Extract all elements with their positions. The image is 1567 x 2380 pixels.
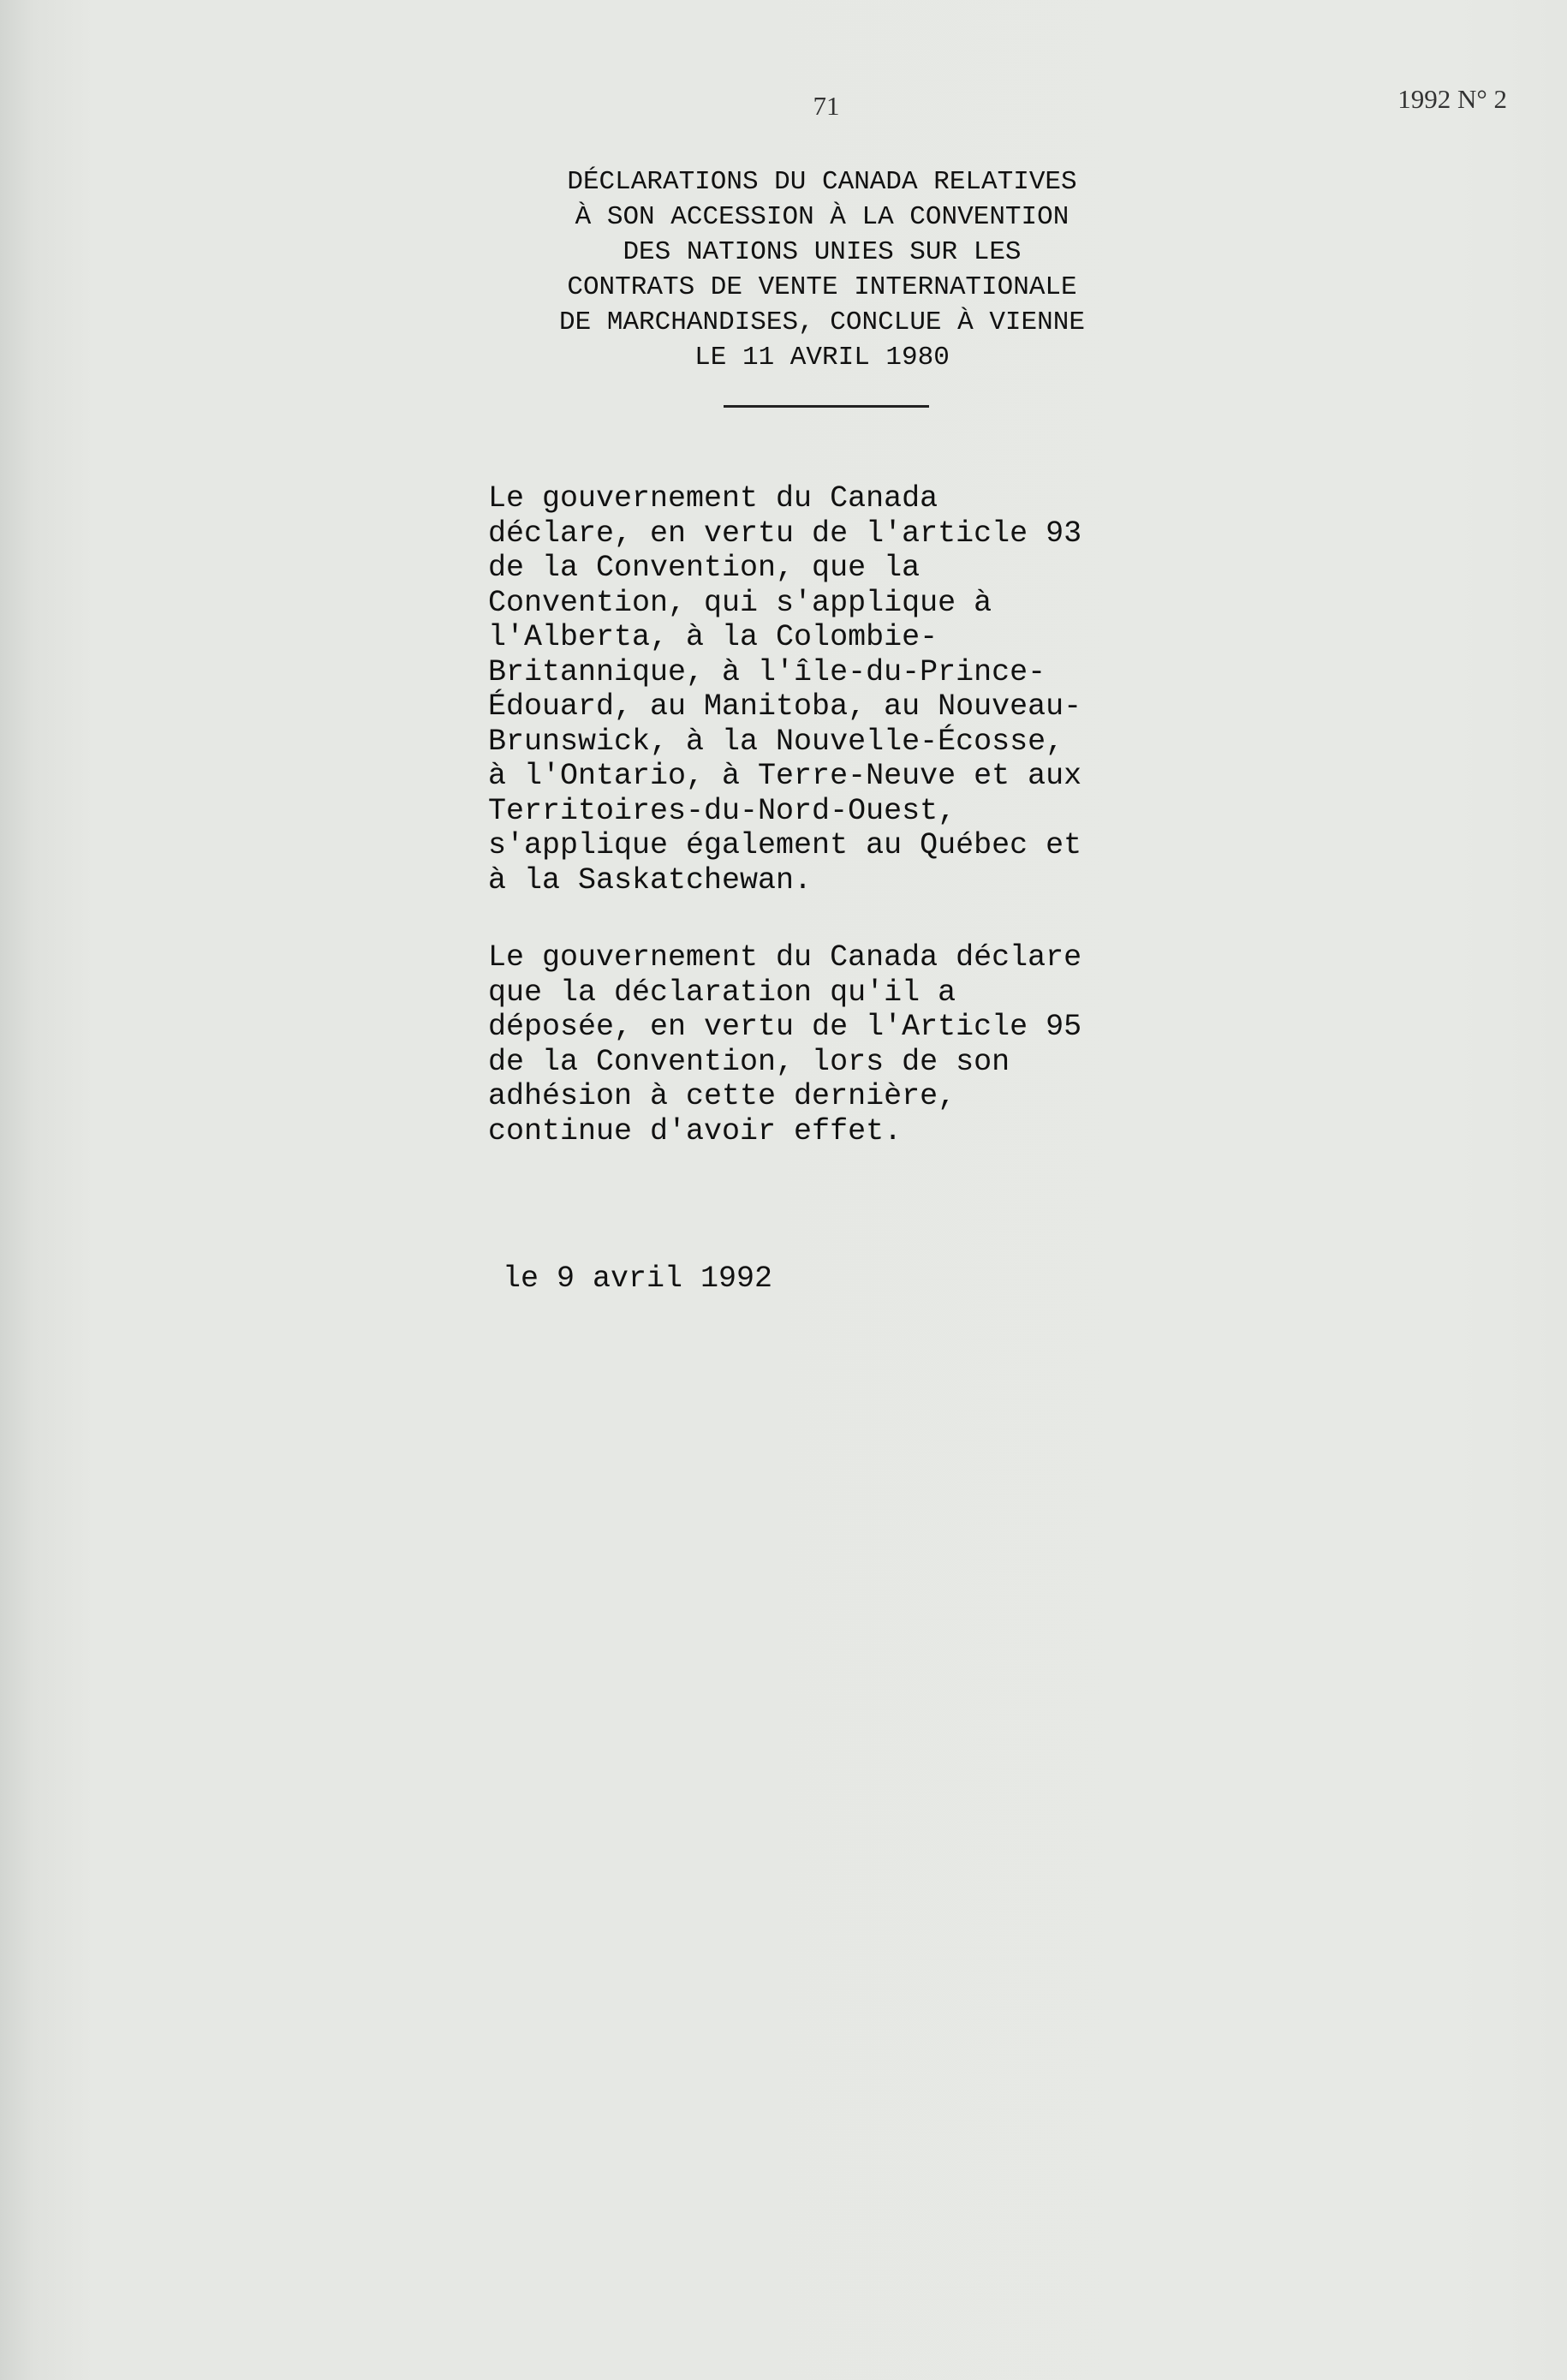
paragraph-line: Brunswick, à la Nouvelle-Écosse, — [488, 724, 1064, 759]
paragraph-line: continue d'avoir effet. — [488, 1113, 903, 1148]
title-line: DES NATIONS UNIES SUR LES — [623, 237, 1022, 267]
paragraph-line: déposée, en vertu de l'Article 95 — [488, 1010, 1082, 1044]
title-line: À SON ACCESSION À LA CONVENTION — [575, 202, 1069, 232]
declaration-title — [480, 164, 1165, 375]
paragraph-article-93 — [488, 481, 1190, 898]
declaration-date: le 9 avril 1992 — [503, 1262, 773, 1296]
paragraph-line: Édouard, au Manitoba, au Nouveau- — [488, 689, 1082, 724]
page-number: 71 — [813, 91, 840, 121]
paragraph-line: Convention, qui s'applique à — [488, 585, 992, 620]
title-line: CONTRATS DE VENTE INTERNATIONALE — [567, 272, 1077, 302]
paragraph-line: de la Convention, lors de son — [488, 1044, 1010, 1079]
paragraph-line: à la Saskatchewan. — [488, 862, 813, 898]
paragraph-line: que la déclaration qu'il a — [488, 975, 956, 1010]
paragraph-line: de la Convention, que la — [488, 551, 921, 585]
journal-reference: 1992 N° 2 — [1397, 84, 1507, 114]
title-line: LE 11 AVRIL 1980 — [694, 343, 950, 373]
paragraph-line: Britannique, à l'île-du-Prince- — [488, 654, 1046, 689]
paragraph-line: adhésion à cette dernière, — [488, 1079, 956, 1113]
title-line: DÉCLARATIONS DU CANADA RELATIVES — [567, 167, 1077, 197]
paragraph-line: l'Alberta, à la Colombie- — [488, 620, 938, 654]
paragraph-line: Territoires-du-Nord-Ouest, — [488, 793, 956, 828]
paragraph-line: Le gouvernement du Canada déclare — [488, 940, 1082, 975]
paragraph-article-95 — [488, 940, 1190, 1148]
paragraph-line: Le gouvernement du Canada — [488, 481, 938, 516]
paragraph-line: déclare, en vertu de l'article 93 — [488, 516, 1082, 551]
title-divider — [724, 405, 929, 408]
paragraph-line: à l'Ontario, à Terre-Neuve et aux — [488, 759, 1082, 793]
paragraph-line: s'applique également au Québec et — [488, 828, 1082, 862]
title-line: DE MARCHANDISES, CONCLUE À VIENNE — [559, 307, 1085, 337]
